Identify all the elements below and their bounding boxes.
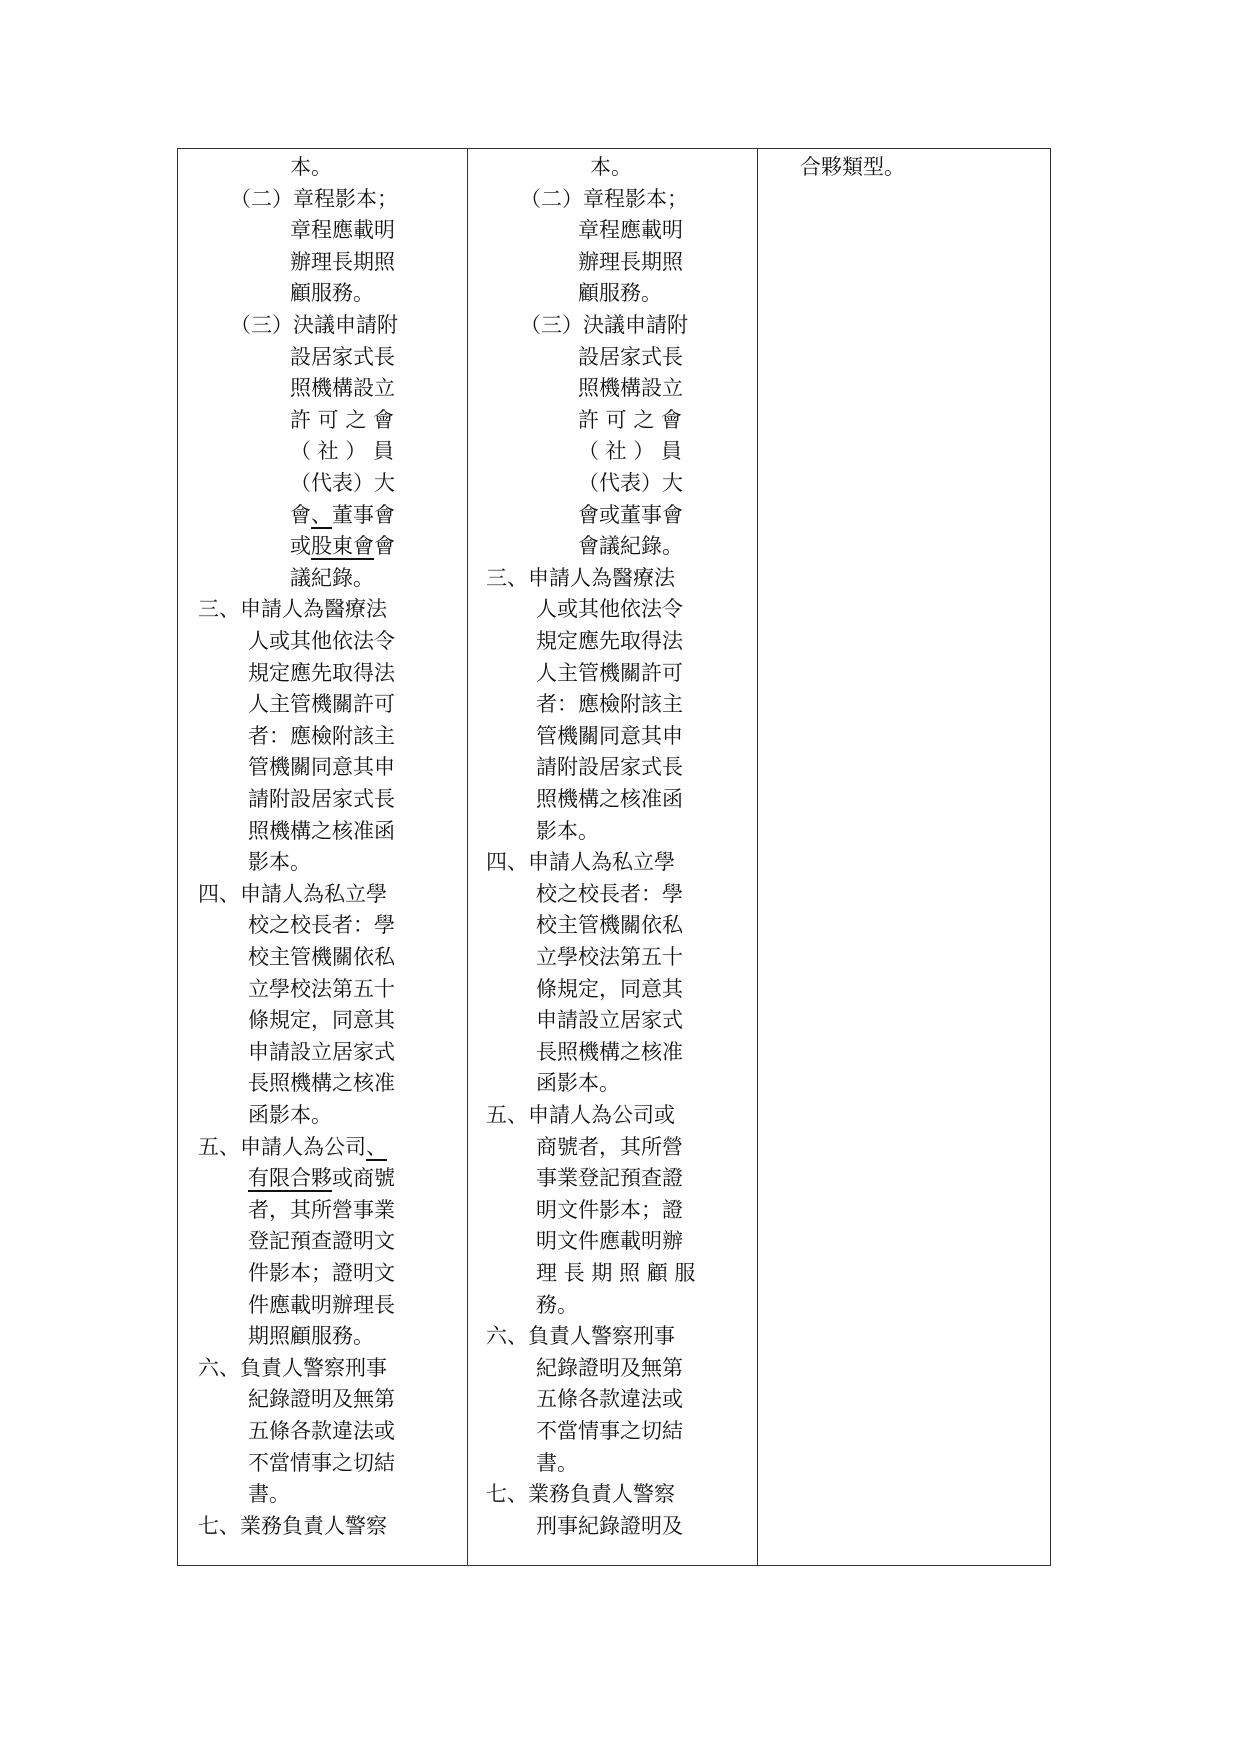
text-line — [536, 1004, 683, 1036]
text-segment: 人或其他依法令 — [248, 629, 395, 653]
amended-provisions-column — [178, 149, 468, 1565]
text-segment: 登記預查證明文 — [248, 1229, 395, 1254]
text-segment: 件應載明辦理長 — [248, 1292, 395, 1317]
text-line — [248, 1320, 374, 1352]
text-segment: 不當情事之切結 — [536, 1419, 683, 1443]
text-segment: 紀錄證明及無第 — [536, 1355, 683, 1380]
text-segment: （ 社 ） 員 — [290, 439, 395, 464]
text-line — [248, 1478, 290, 1510]
text-line — [578, 404, 682, 436]
text-line — [578, 246, 683, 278]
text-segment: 顧服務。 — [578, 281, 662, 306]
text-line — [290, 372, 395, 404]
text-segment: 議紀錄。 — [290, 565, 374, 590]
text-line — [248, 1067, 395, 1099]
text-line — [290, 467, 395, 499]
text-line — [486, 846, 675, 878]
text-segment: 商號者，其所營 — [536, 1134, 683, 1159]
current-provisions-column — [468, 149, 758, 1565]
text-line — [198, 593, 387, 625]
text-line — [230, 183, 398, 215]
text-line — [800, 151, 905, 183]
text-line — [248, 973, 395, 1005]
text-segment: 函影本。 — [536, 1071, 620, 1096]
text-line — [590, 151, 632, 183]
text-line — [578, 499, 683, 531]
text-segment: 設居家式長 — [290, 344, 395, 369]
text-segment: 照機構設立 — [290, 376, 395, 401]
text-segment: 請附設居家式長 — [536, 755, 683, 780]
underlined-text: 有限合夥 — [248, 1166, 332, 1191]
text-segment: 事業登記預查證 — [536, 1166, 683, 1191]
text-line — [520, 183, 688, 215]
text-segment: 辦理長期照 — [290, 249, 395, 274]
text-line — [578, 214, 683, 246]
text-line — [536, 1383, 683, 1415]
text-segment: （代表）大 — [578, 471, 683, 495]
text-line — [248, 688, 395, 720]
text-segment: 條規定，同意其 — [536, 976, 683, 1001]
text-line — [520, 309, 688, 341]
text-segment: （代表）大 — [290, 471, 395, 495]
text-line — [248, 941, 395, 973]
text-line — [536, 941, 683, 973]
text-segment: 五條各款違法或 — [536, 1387, 683, 1412]
text-segment: 不當情事之切結 — [248, 1450, 395, 1475]
text-segment: 照機構之核准函 — [536, 787, 683, 811]
text-segment: 校主管機關依私 — [536, 913, 683, 938]
text-line — [536, 783, 683, 815]
text-line — [536, 878, 683, 910]
text-segment: 會或董事會 — [578, 502, 683, 527]
text-segment: 規定應先取得法 — [248, 660, 395, 685]
text-line — [290, 246, 395, 278]
text-segment: 立學校法第五十 — [248, 976, 395, 1001]
text-segment: 五、申請人為公司 — [198, 1134, 366, 1159]
text-segment: 章程應載明 — [290, 218, 395, 243]
text-segment: 會議紀錄。 — [578, 534, 683, 559]
text-segment: （二）章程影本； — [520, 186, 688, 211]
text-segment: （三）決議申請附 — [230, 313, 398, 337]
text-line — [536, 1036, 683, 1068]
comparison-table — [177, 148, 1051, 1566]
text-line — [198, 1352, 387, 1384]
text-line — [578, 530, 683, 562]
text-segment: 紀錄證明及無第 — [248, 1387, 395, 1412]
text-line — [536, 1225, 683, 1257]
text-line — [486, 562, 675, 594]
text-line — [248, 1447, 395, 1479]
text-line — [290, 151, 332, 183]
text-segment: 或 — [290, 534, 311, 559]
text-line — [536, 909, 683, 941]
text-line — [290, 435, 394, 467]
text-segment: 申請設立居家式 — [536, 1008, 683, 1033]
text-segment: 會 — [374, 534, 395, 559]
text-line — [486, 1320, 675, 1352]
text-segment: 長照機構之核准 — [536, 1039, 683, 1064]
text-segment: 照機構設立 — [578, 376, 683, 401]
text-segment: 四、申請人為私立學 — [198, 881, 387, 906]
text-segment: 明文件影本；證 — [536, 1197, 683, 1222]
text-segment: 七、業務負責人警察 — [198, 1513, 387, 1538]
text-segment: 本。 — [290, 155, 332, 179]
text-segment: 四、申請人為私立學 — [486, 850, 675, 875]
text-segment: 五條各款違法或 — [248, 1419, 395, 1443]
text-line — [290, 562, 374, 594]
text-line — [536, 1415, 683, 1447]
text-segment: （三）決議申請附 — [520, 313, 688, 337]
underlined-text: 股東會 — [311, 534, 374, 559]
text-segment: 者：應檢附該主 — [248, 723, 395, 748]
text-line — [536, 593, 683, 625]
explanation-column — [758, 149, 1050, 1565]
text-segment: 五、申請人為公司或 — [486, 1103, 675, 1127]
text-segment: 申請設立居家式 — [248, 1039, 395, 1064]
text-segment: 人或其他依法令 — [536, 597, 683, 622]
text-line — [248, 625, 395, 657]
text-line — [536, 1162, 683, 1194]
text-line — [290, 530, 395, 562]
text-line — [536, 625, 683, 657]
text-line — [248, 1162, 395, 1194]
text-segment: （二）章程影本； — [230, 186, 398, 211]
text-line — [248, 657, 395, 689]
text-segment: 人主管機關許可 — [248, 692, 395, 717]
text-line — [486, 1099, 675, 1131]
text-segment: 六、負責人警察刑事 — [198, 1355, 387, 1380]
text-line — [198, 1131, 387, 1163]
text-line — [536, 720, 683, 752]
text-line — [536, 1067, 620, 1099]
text-segment: 合夥類型。 — [800, 155, 905, 179]
text-segment: 校之校長者：學 — [536, 881, 683, 906]
text-segment: 章程應載明 — [578, 218, 683, 243]
text-line — [290, 214, 395, 246]
text-segment: 三、申請人為醫療法 — [486, 565, 675, 590]
text-line — [248, 1257, 395, 1289]
text-segment: 校之校長者：學 — [248, 913, 395, 938]
text-segment: 許 可 之 會 — [578, 407, 683, 432]
text-segment: 本。 — [590, 155, 632, 179]
text-line — [486, 1478, 675, 1510]
text-segment: 顧服務。 — [290, 281, 374, 306]
text-segment: 六、負責人警察刑事 — [486, 1324, 675, 1349]
text-segment: 理 長 期 照 顧 服 — [536, 1261, 696, 1285]
text-segment: 會 — [290, 502, 311, 527]
text-line — [536, 657, 683, 689]
text-segment: 照機構之核准函 — [248, 818, 395, 843]
text-line — [248, 1004, 395, 1036]
text-segment: 辦理長期照 — [578, 249, 683, 274]
text-segment: 許 可 之 會 — [290, 407, 395, 432]
text-segment: 管機關同意其申 — [248, 755, 395, 780]
underlined-text: 、 — [311, 502, 332, 527]
text-line — [536, 1352, 683, 1384]
text-segment: 董事會 — [332, 502, 395, 527]
text-line — [248, 1099, 332, 1131]
underlined-text: 、 — [366, 1134, 387, 1159]
text-line — [230, 309, 398, 341]
text-line — [248, 909, 395, 941]
text-segment: 刑事紀錄證明及 — [536, 1513, 683, 1538]
text-segment: 者：應檢附該主 — [536, 692, 683, 717]
text-line — [536, 1194, 683, 1226]
text-line — [578, 435, 682, 467]
text-segment: 期照顧服務。 — [248, 1324, 374, 1349]
text-line — [536, 751, 683, 783]
text-segment: 管機關同意其申 — [536, 723, 683, 748]
text-line — [578, 372, 683, 404]
text-segment: 七、業務負責人警察 — [486, 1482, 675, 1507]
text-segment: 書。 — [536, 1450, 578, 1475]
text-line — [248, 815, 395, 847]
text-segment: 設居家式長 — [578, 344, 683, 369]
text-line — [578, 467, 683, 499]
text-line — [536, 1131, 683, 1163]
text-segment: 長照機構之核准 — [248, 1071, 395, 1096]
text-line — [578, 277, 662, 309]
text-segment: 影本。 — [536, 818, 599, 843]
text-segment: 請附設居家式長 — [248, 787, 395, 811]
text-segment: 件影本；證明文 — [248, 1261, 395, 1285]
text-line — [248, 751, 395, 783]
text-line — [290, 499, 395, 531]
text-line — [290, 404, 394, 436]
text-segment: 或商號 — [332, 1166, 395, 1191]
text-line — [248, 1415, 395, 1447]
text-segment: 三、申請人為醫療法 — [198, 597, 387, 622]
text-line — [536, 1510, 683, 1542]
text-segment: 校主管機關依私 — [248, 945, 395, 969]
text-line — [248, 1036, 395, 1068]
text-segment: 立學校法第五十 — [536, 945, 683, 969]
text-line — [248, 1225, 395, 1257]
text-segment: 書。 — [248, 1482, 290, 1507]
text-line — [198, 1510, 387, 1542]
text-line — [290, 277, 374, 309]
text-segment: 人主管機關許可 — [536, 660, 683, 685]
text-line — [248, 1194, 395, 1226]
text-segment: （ 社 ） 員 — [578, 439, 683, 464]
text-segment: 函影本。 — [248, 1103, 332, 1127]
text-line — [290, 341, 395, 373]
text-line — [248, 1289, 395, 1321]
text-line — [536, 1289, 578, 1321]
text-line — [536, 815, 599, 847]
text-line — [248, 783, 395, 815]
text-line — [578, 341, 683, 373]
text-segment: 影本。 — [248, 850, 311, 875]
text-segment: 者，其所營事業 — [248, 1197, 395, 1222]
text-line — [248, 1383, 395, 1415]
text-line — [248, 846, 311, 878]
text-line — [536, 688, 683, 720]
text-line — [536, 1447, 578, 1479]
text-segment: 條規定，同意其 — [248, 1008, 395, 1033]
text-line — [248, 720, 395, 752]
text-segment: 規定應先取得法 — [536, 629, 683, 653]
text-segment: 明文件應載明辦 — [536, 1229, 683, 1254]
text-line — [536, 973, 683, 1005]
text-line — [536, 1257, 695, 1289]
text-line — [198, 878, 387, 910]
text-segment: 務。 — [536, 1292, 578, 1317]
